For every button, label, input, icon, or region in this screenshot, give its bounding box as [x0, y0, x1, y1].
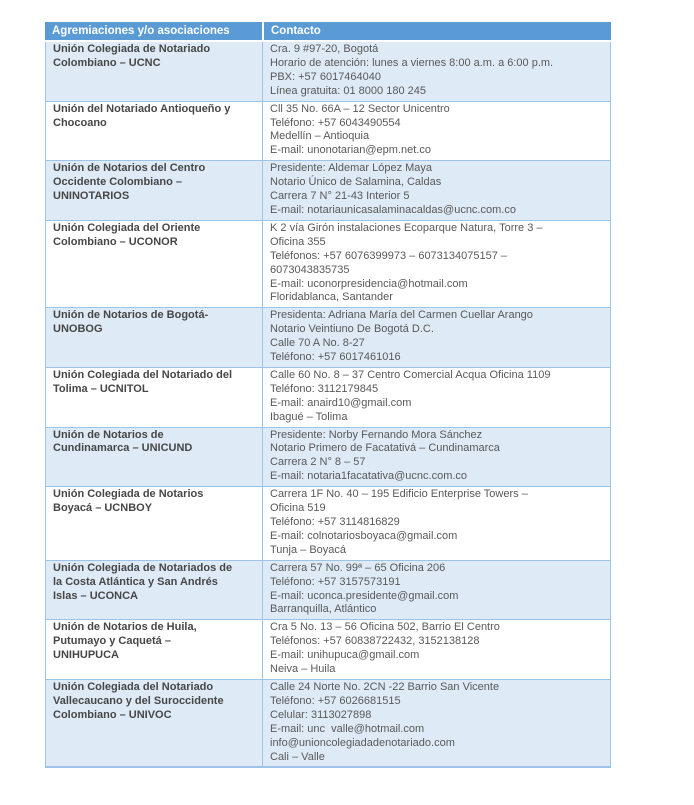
- table-row: [45, 368, 611, 428]
- contact-info-line: Carrera 7 N° 21-43 Interior 5: [270, 190, 410, 203]
- contact-info-line: Carrera 1F No. 40 – 195 Edificio Enterprise Towers –: [270, 488, 528, 501]
- association-name-line: Unión Colegiada de Notariados de: [53, 561, 233, 574]
- contact-info-line: E-mail: unonotarian@epm.net.co: [270, 144, 431, 157]
- contact-info-line: Carrera 2 N° 8 – 57: [270, 456, 366, 469]
- association-name-cell: [45, 561, 262, 621]
- contact-info-cell: [262, 680, 611, 768]
- contact-info-line: K 2 vía Girón instalaciones Ecoparque Natura, Torre 3 –: [270, 221, 543, 234]
- contact-info-line: Barranquilla, Atlántico: [270, 603, 377, 616]
- contact-info-cell: [262, 620, 611, 680]
- contact-info-line: Calle 24 Norte No. 2CN -22 Barrio San Vicente: [270, 680, 500, 693]
- association-name-line: UNOBOG: [53, 323, 103, 336]
- association-name-line: Tolima – UCNITOL: [53, 382, 149, 395]
- table-row: [45, 161, 611, 221]
- contact-info-line: Tunja – Boyacá: [270, 543, 347, 556]
- association-name-line: Unión del Notariado Antioqueño y: [53, 102, 231, 115]
- association-name-cell: [45, 102, 262, 162]
- contact-info-cell: [262, 487, 611, 561]
- contact-info-cell: [262, 308, 611, 368]
- association-name-cell: [45, 620, 262, 680]
- contact-info-line: Cll 35 No. 66A – 12 Sector Unicentro: [270, 102, 450, 115]
- contact-info-line: Cali – Valle: [270, 750, 325, 763]
- association-name-line: Unión Colegiada de Notarios: [53, 488, 204, 501]
- contact-info-line: Teléfono: +57 3157573191: [270, 575, 401, 588]
- contact-info-line: Oficina 355: [270, 235, 326, 248]
- association-name-line: Colombiano – UCONOR: [53, 235, 178, 248]
- contact-info-line: Presidenta: Adriana María del Carmen Cuellar Arango: [270, 309, 533, 322]
- association-name-line: UNIHUPUCA: [53, 649, 119, 662]
- contact-info-line: Ibagué – Tolima: [270, 410, 348, 423]
- association-name-cell: [45, 221, 262, 308]
- association-name-line: Colombiano – UNIVOC: [53, 708, 172, 721]
- table-header-row: [45, 22, 611, 42]
- association-name-line: Unión Colegiada del Notariado del: [53, 368, 233, 381]
- contact-info-line: Horario de atención: lunes a viernes 8:00 a.m. a 6:00 p.m.: [270, 56, 554, 69]
- contact-info-line: E-mail: notariaunicasalaminacaldas@ucnc.com.co: [270, 203, 516, 216]
- table-row: [45, 620, 611, 680]
- contact-info-line: PBX: +57 6017464040: [270, 70, 382, 83]
- association-name-line: Unión Colegiada del Notariado: [53, 680, 214, 693]
- association-name-line: Colombiano – UCNC: [53, 56, 161, 69]
- association-name-cell: [45, 368, 262, 428]
- contact-info-line: Cra. 9 #97-20, Bogotá: [270, 43, 379, 55]
- association-name-line: Cundinamarca – UNICUND: [53, 442, 193, 455]
- contact-info-line: E-mail: colnotariosboyaca@gmail.com: [270, 529, 458, 542]
- association-name-cell: [45, 680, 262, 768]
- association-name-line: Putumayo y Caquetá –: [53, 635, 171, 648]
- contact-info-line: Teléfonos: +57 6076399973 – 6073134075157 –: [270, 249, 508, 262]
- contact-info-line: Neiva – Huila: [270, 663, 336, 676]
- contact-info-line: Teléfono: +57 6017461016: [270, 351, 401, 364]
- contact-info-cell: [262, 221, 611, 308]
- contact-info-line: E-mail: unihupuca@gmail.com: [270, 649, 420, 662]
- contact-info-line: info@unioncolegiadadenotariado.com: [270, 736, 455, 749]
- table-row: [45, 42, 611, 102]
- contact-info-line: Celular: 3113027898: [270, 708, 372, 721]
- association-name-cell: [45, 308, 262, 368]
- table-row: [45, 308, 611, 368]
- association-name-cell: [45, 42, 262, 102]
- association-name-line: Vallecaucano y del Suroccidente: [53, 694, 224, 707]
- contact-info-cell: [262, 428, 611, 488]
- contact-info-line: Teléfono: +57 6026681515: [270, 694, 401, 707]
- association-name-cell: [45, 428, 262, 488]
- contact-info-line: Calle 60 No. 8 – 37 Centro Comercial Acqua Oficina 1109: [270, 368, 551, 381]
- association-name-line: Unión Colegiada de Notariado: [53, 43, 211, 55]
- contact-info-line: E-mail: uconorpresidencia@hotmail.com: [270, 277, 468, 290]
- contact-info-line: Cra 5 No. 13 – 56 Oficina 502, Barrio El Centro: [270, 621, 500, 634]
- table-row: [45, 561, 611, 621]
- association-name-line: Unión de Notarios de Huila,: [53, 621, 197, 634]
- contact-info-line: Presidente: Aldemar López Maya: [270, 162, 433, 175]
- contact-info-cell: [262, 102, 611, 162]
- contact-info-line: E-mail: unc valle@hotmail.com: [270, 722, 425, 735]
- contact-info-line: Oficina 519: [270, 502, 326, 515]
- contact-info-line: E-mail: notaria1facatativa@ucnc.com.co: [270, 470, 468, 483]
- association-name-line: Unión de Notarios del Centro: [53, 162, 206, 175]
- contact-info-line: Teléfono: 3112179845: [270, 382, 379, 395]
- contact-info-line: Línea gratuita: 01 8000 180 245: [270, 84, 426, 97]
- contact-info-line: Notario Único de Salamina, Caldas: [270, 176, 442, 189]
- table-row: [45, 102, 611, 162]
- association-name-line: Chocoano: [53, 116, 107, 129]
- contact-info-line: Presidente: Norby Fernando Mora Sánchez: [270, 428, 483, 441]
- column-header-agremiaciones: Agremiaciones y/o asociaciones: [45, 22, 262, 42]
- association-name-line: Unión de Notarios de: [53, 428, 164, 441]
- table-body: [45, 42, 611, 768]
- table-row: [45, 221, 611, 308]
- table-row: [45, 428, 611, 488]
- contact-info-line: Notario Veintiuno De Bogotá D.C.: [270, 323, 434, 336]
- association-name-line: Boyacá – UCNBOY: [53, 502, 153, 515]
- contact-info-line: Notario Primero de Facatativá – Cundinamarca: [270, 442, 500, 455]
- contact-info-line: Floridablanca, Santander: [270, 291, 393, 304]
- association-name-line: Unión de Notarios de Bogotá-: [53, 309, 209, 322]
- contact-info-cell: [262, 161, 611, 221]
- associations-contact-table: [45, 22, 611, 768]
- association-name-line: Occidente Colombiano –: [53, 176, 182, 189]
- contact-info-line: E-mail: uconca.presidente@gmail.com: [270, 589, 459, 602]
- contact-info-line: Teléfono: +57 6043490554: [270, 116, 401, 129]
- association-name-cell: [45, 487, 262, 561]
- association-name-line: Islas – UCONCA: [53, 589, 138, 602]
- contact-info-line: Teléfono: +57 3114816829: [270, 516, 400, 528]
- association-name-cell: [45, 161, 262, 221]
- table-row: [45, 487, 611, 561]
- contact-info-line: 6073043835735: [270, 263, 350, 276]
- contact-info-cell: [262, 368, 611, 428]
- contact-info-line: Calle 70 A No. 8-27: [270, 337, 365, 350]
- column-header-contacto: Contacto: [262, 22, 611, 42]
- association-name-line: Unión Colegiada del Oriente: [53, 221, 201, 234]
- association-name-line: UNINOTARIOS: [53, 190, 130, 203]
- contact-info-line: E-mail: anaird10@gmail.com: [270, 396, 412, 409]
- association-name-line: la Costa Atlántica y San Andrés: [53, 575, 218, 588]
- contact-info-line: Medellín – Antioquia: [270, 130, 370, 143]
- contact-info-line: Teléfonos: +57 60838722432, 3152138128: [270, 635, 480, 648]
- contact-info-line: Carrera 57 No. 99ª – 65 Oficina 206: [270, 561, 446, 574]
- contact-info-cell: [262, 42, 611, 102]
- table-row: [45, 680, 611, 768]
- contact-info-cell: [262, 561, 611, 621]
